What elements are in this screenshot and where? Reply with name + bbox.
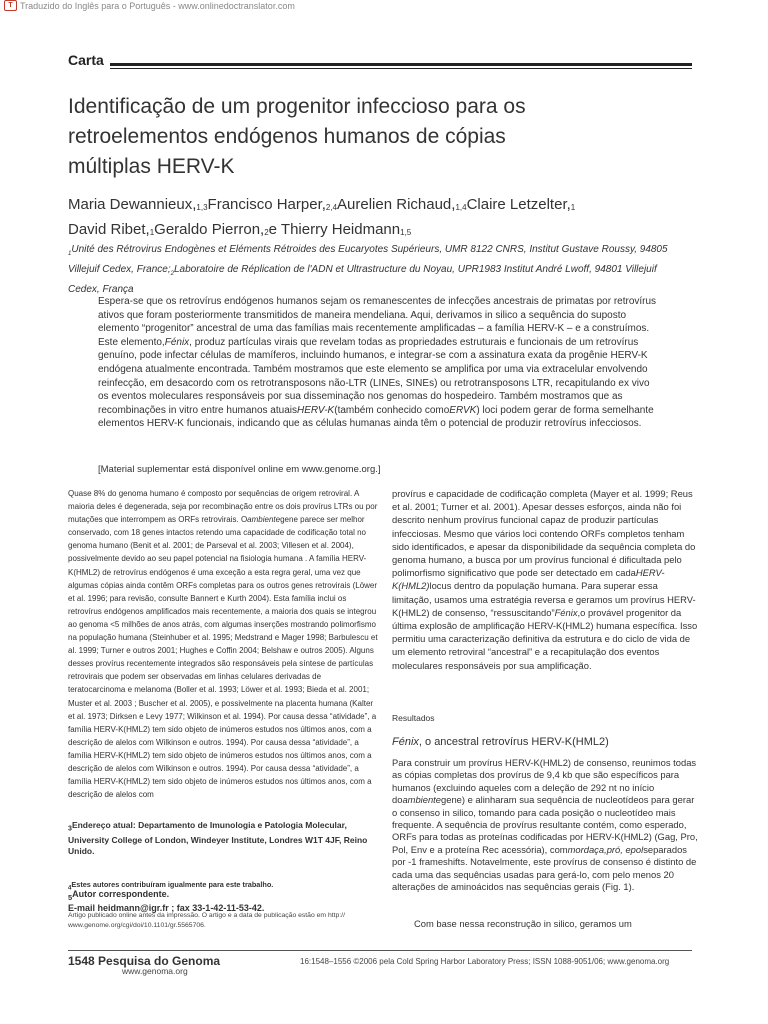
translation-banner[interactable] bbox=[4, 0, 295, 11]
header-rule-thin bbox=[110, 68, 692, 69]
copyright-line: 16:1548–1556 ©2006 pela Cold Spring Harbor Laboratory Press; ISSN 1088-9051/06; www.genoma.org bbox=[300, 957, 670, 966]
footer-rule bbox=[68, 950, 692, 951]
footnote-address: $_3$Endereço atual: Departamento de Imunologia e Patologia Molecular, University College of London, Windeyer Institute, Londres W1T 4JF, Reino Unido. bbox=[68, 820, 368, 856]
author: Maria $Dewannieux,_{1,3}$ bbox=[68, 196, 208, 213]
body-left-column: Quase 8% do genoma humano é composto por sequências de origem retroviral. A maioria deles é degenerada, seja por recombinação entre os dois provírus LTRs ou por mutações que interrompem as ORFs retrovirais. Oambientegene parece ser melhor conservado, com 18 genes intactos retendo uma capacidade de codificação total no genoma humano (Benit et al. 2001; de Parseval et al. 2003; Villesen et al. 2004), possivelmente devido ao seu papel potencial na fisiologia humana . A família HERV-K(HML2) de retrovírus endógenos é uma exceção a esta regra geral, uma vez que algumas cópias ainda contêm ORFs completas para os outros genes retrovirais (Löwer et al. 1996; para revisão, consulte Bannert e Kurth 2004). Esta família inclui os retrovírus endógenos amplificados mais recentemente, a maioria dos quais se integrou ao genoma <5 milhões de anos atrás, com algumas inserções mostrando polimorfismo na população humana (Steinhuber et al. 1995; Medstrand e Mager 1998; Barbulescu et al. 1999; Turner e outros 2001; Hughes e Coffin 2004; Belshaw e outros 2005). Alguns desses provírus recentemente integrados são responsáveis pela síntese de partículas retrovirais que podem ser observadas em linhas celulares derivadas de teratocarcinoma e melanoma (Boller et al. 1993; Löwer et al. 1993; Bieda et al. 2001; Muster et al. 2003 ; Buscher et al. 2005), e possivelmente na placenta humana (Kalter et al. 1973; Dirksen e Levy 1977; Wilkinson et al. 1994). Por causa dessa “atividade”, a família HERV-K(HML2) tem sido objeto de inúmeros estudos nos últimos anos, com a descrição de alelos com Wilkinson e outros. 1994). Por causa dessa “atividade”, a família HERV-K(HML2) tem sido objeto de inúmeros estudos nos últimos anos, com a descrição de alelos com Wilkinson e outros. 1994). Por causa dessa “atividade”, a família HERV-K(HML2) tem sido objeto de inúmeros estudos nos últimos anos, com a descrição de alelos com bbox=[68, 489, 378, 800]
header-rule bbox=[110, 63, 692, 66]
author-list bbox=[68, 194, 688, 244]
author: Claire $Letzelter,_1$ bbox=[466, 196, 576, 213]
article-title: Identificação de um progenitor infeccioso para os retroelementos endógenos humanos de cópias múltiplas HERV-K bbox=[68, 95, 526, 178]
section-label: Carta bbox=[68, 52, 104, 68]
author: Geraldo $Pierron,_2$ bbox=[154, 221, 269, 238]
translator-icon: T bbox=[4, 0, 17, 11]
journal-url[interactable]: www.genoma.org bbox=[122, 966, 188, 976]
body-right-column: provírus e capacidade de codificação completa (Mayer et al. 1999; Reus et al. 2001; Turner et al. 2001). Apesar desses esforços, ainda não foi descrito nenhum provírus funcional capaz de produzir partículas infecciosas. Mesmo que vários loci contendo ORFs completos tenham sido identificados, e apesar da disponibilidade da sequência completa do genoma humano, a busca por um provírus funcional é dificultada pelo polimorfismo significativo que pode ser detectado em cadaHERV-K(HML2)locus dentro da população humana. Para superar essa limitação, usamos uma estratégia reversa e geramos um provírus HERV-K(HML2) de consenso, “ressuscitando”Fénix,o provável progenitor da última explosão de amplificação HERV-K(HML2) humana específica. Isso permitiu uma caracterização definitiva da estrutura e do ciclo de vida de um elemento retroviral “ancestral” e a recapitulação dos eventos moleculares responsáveis por sua amplificação. bbox=[392, 488, 698, 671]
email[interactable]: E-mail heidmann@igr.fr ; fax 33-1-42-11-53-42. bbox=[68, 902, 265, 913]
author: David $Ribet,_1$ bbox=[68, 221, 155, 238]
footnote-equal: $_4$Estes autores contribuíram igualmente para este trabalho. bbox=[68, 880, 274, 892]
author: Francisco $Harper,_{2,4}$ bbox=[207, 196, 338, 213]
affiliations: $_1$Unité des Rétrovirus Endogènes et Eléments Rétroides des Eucaryotes Supérieurs, UMR 8122 CNRS, Institut Gustave Roussy, 94805 Villejuif Cedex, $France;_2Laboratoire$ de Réplication de l'ADN et Ultrastructure du Noyau, UPR1983 Institut André Lwoff, 94801 Villejuif Cedex, França bbox=[68, 244, 668, 295]
results-subheading: Fénix, o ancestral retrovírus HERV-K(HML2) bbox=[392, 736, 609, 748]
abstract: Espera-se que os retrovírus endógenos humanos sejam os remanescentes de infecções ancestrais de primatas por retrovírus ativos que foram posteriormente transmitidos de maneira mendeliana. Aqui, derivamos in silico a sequência do suposto elemento “progenitor” ancestral de uma das famílias mais recentemente amplificadas – a família HERV-K – e a construímos. Este elemento,Fénix, produz partículas virais que revelam todas as propriedades estruturais e funcionais de um retrovírus genuíno, pode infectar células de mamíferos, incluindo humanos, e integrar-se com a assinatura exata da progênie HERV-K endógena atualmente encontrada. Também mostramos que este elemento se amplifica por uma via extracelular envolvendo reinfecção, em desacordo com os retrotransposons não-LTR (LINEs, SINEs) ou retrotransposons LTR, recapitulando ex vivo os eventos moleculares responsáveis por sua disseminação nos genomas do hospedeiro. Também mostramos que as recombinações in vitro entre humanos atuaisHERV-K(também conhecido comoERVK) loci podem gerar de forma semelhante elementos HERV-K funcionais, indicando que as células humanas ainda têm o potencial de produzir retrovírus infecciosos. bbox=[98, 296, 657, 430]
author: Aurelien $Richaud,_{1,4}$ bbox=[337, 196, 467, 213]
results-text-continued: Com base nessa reconstrução in silico, geramos um bbox=[414, 918, 632, 929]
author: e Thierry Heidmann$_{1,5}$ bbox=[268, 221, 412, 238]
footnote-publication: Artigo publicado online antes da impressão. O artigo e a data de publicação estão em http:// www.genome.org/cgi/doi/10.1101/gr.5565706. bbox=[68, 912, 345, 929]
footnote-correspondence: $_5$Autor correspondente. E-mail heidmann@igr.fr ; fax 33-1-42-11-53-42. bbox=[68, 889, 265, 913]
banner-text: Traduzido do Inglês para o Português - www.onlinedoctranslator.com bbox=[20, 0, 295, 11]
journal-name: 1548 Pesquisa do Genoma bbox=[68, 954, 221, 968]
supplementary-note: [Material suplementar está disponível online em www.genome.org.] bbox=[98, 464, 381, 475]
results-heading: Resultados bbox=[392, 713, 435, 723]
results-text: Para construir um provírus HERV-K(HML2) de consenso, reunimos todas as cópias completas dos provírus de 9,4 kb que são específicos para humanos (excluindo aqueles com a deleção de 292 nt no início doambientegene) e alinharam sua sequência de nucleotídeos para gerar o consenso in silico, tomando para cada posição o nucleotídeo mais frequente. A sequência de provírus resultante contém, como esperado, ORFs para todas as proteínas codificadas por HERV-K(HML2) (Gag, Pro, Pol, Env e a proteína Rec acessória), commordaça,pró, epolseparados por -1 frameshifts. Notavelmente, este provírus de consenso é distinto de cada uma das sequências usadas para gerá-lo, com pelo menos 20 alterações de aminoácidos nas sequências gerais (Fig. 1). bbox=[392, 757, 698, 893]
